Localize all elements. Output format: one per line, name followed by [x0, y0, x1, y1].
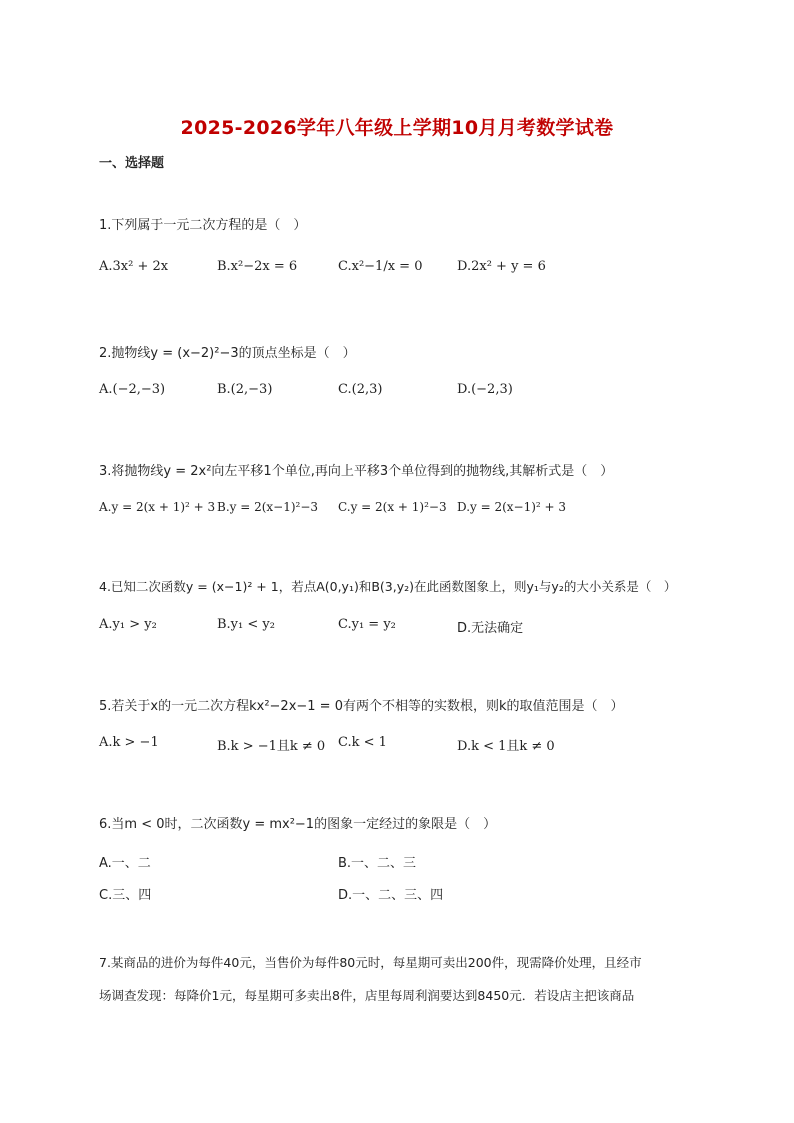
question-6-option-b: B.一、二、三 — [338, 856, 417, 871]
question-4-option-a: A.y₁ > y₂ — [99, 617, 157, 632]
question-3-option-b: B.y = 2(x−1)²−3 — [217, 500, 319, 514]
question-6-option-c: C.三、四 — [99, 888, 152, 903]
question-6-option-a: A.一、二 — [99, 856, 151, 871]
question-6-option-d: D.一、二、三、四 — [338, 888, 444, 903]
question-2-option-d: D.(−2,3) — [457, 382, 513, 397]
question-5-option-a: A.k > −1 — [99, 735, 159, 750]
question-7-line-1: 7.某商品的进价为每件40元，当售价为每件80元时，每星期可卖出200件，现需降价处理，且经市 — [99, 955, 642, 970]
question-1-option-a: A.3x² + 2x — [99, 259, 169, 274]
question-4-option-d: D.无法确定 — [457, 621, 524, 636]
question-1-option-c: C.x²−1/x = 0 — [338, 259, 423, 274]
question-2-option-a: A.(−2,−3) — [99, 382, 166, 397]
question-3-option-a: A.y = 2(x + 1)² + 3 — [99, 500, 216, 514]
section-title: 一、选择题 — [99, 156, 165, 171]
document-title: 2025-2026学年八年级上学期10月月考数学试卷 — [180, 117, 614, 139]
question-3-option-d: D.y = 2(x−1)² + 3 — [457, 500, 567, 514]
question-2-stem: 2.抛物线y = (x−2)²−3的顶点坐标是（ ） — [99, 346, 356, 361]
question-4-stem: 4.已知二次函数y = (x−1)² + 1，若点A(0,y₁)和B(3,y₂)在此函数图象上，则y₁与y₂的大小关系是（ ） — [99, 579, 677, 594]
question-6-stem: 6.当m < 0时，二次函数y = mx²−1的图象一定经过的象限是（ ） — [99, 817, 497, 832]
question-3-stem: 3.将抛物线y = 2x²向左平移1个单位,再向上平移3个单位得到的抛物线,其解析式是（ ） — [99, 464, 614, 479]
question-2-option-b: B.(2,−3) — [217, 382, 273, 397]
question-3-option-c: C.y = 2(x + 1)²−3 — [338, 500, 447, 514]
question-7-line-2: 场调查发现：每降价1元，每星期可多卖出8件，店里每周利润要达到8450元．若设店主把该商品 — [99, 988, 635, 1003]
question-1-stem: 1.下列属于一元二次方程的是（ ） — [99, 218, 307, 233]
question-4-option-c: C.y₁ = y₂ — [338, 617, 396, 632]
question-5-stem: 5.若关于x的一元二次方程kx²−2x−1 = 0有两个不相等的实数根，则k的取值范围是（ ） — [99, 699, 624, 714]
question-5-option-d: D.k < 1且k ≠ 0 — [457, 739, 555, 754]
question-1-option-b: B.x²−2x = 6 — [217, 259, 298, 274]
question-4-option-b: B.y₁ < y₂ — [217, 617, 275, 632]
question-5-option-b: B.k > −1且k ≠ 0 — [217, 739, 326, 754]
question-1-option-d: D.2x² + y = 6 — [457, 259, 546, 274]
question-2-option-c: C.(2,3) — [338, 382, 383, 397]
question-5-option-c: C.k < 1 — [338, 735, 387, 750]
